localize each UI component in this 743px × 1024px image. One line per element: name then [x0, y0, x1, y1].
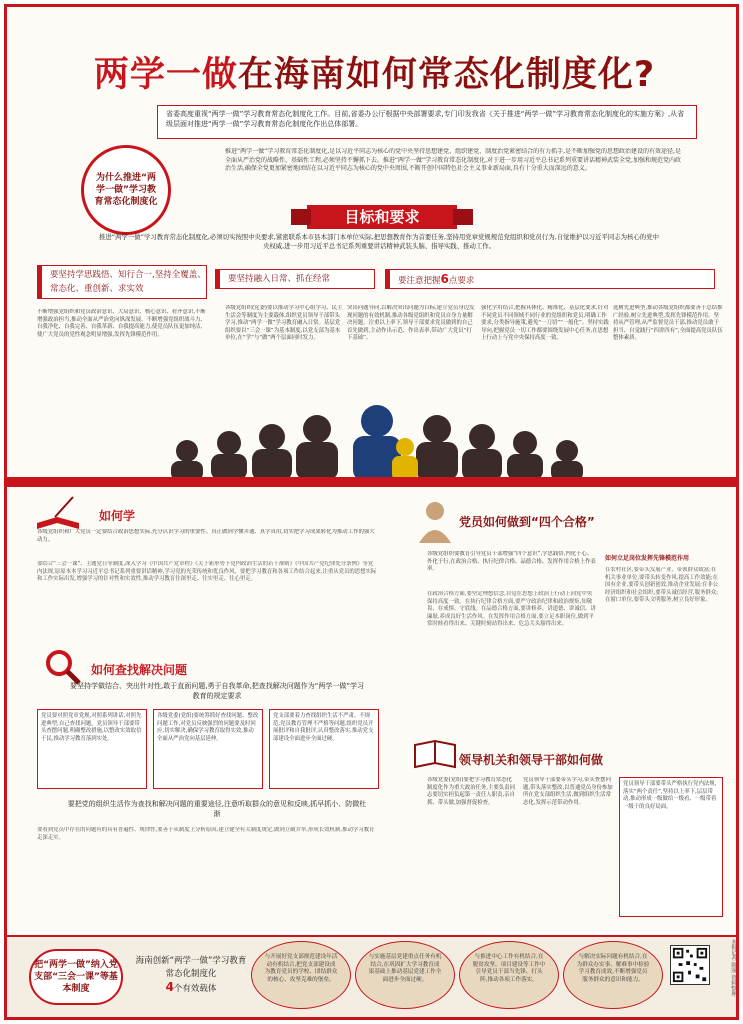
credit-line: 本报记者 制图 资料整理 — [730, 939, 736, 997]
goal-col-1: 不断增强党组织和党员政治意识、大局意识、核心意识、看齐意识,不断增强政治担当,推动全面从严治党向纵深发展。不断增强党组织战斗力、自我净化、自我完善、自我革新、自我提高能力,使党员队伍更加纯洁,使广大党员的党性观念明显增强,发挥先锋模范作用。 — [37, 309, 206, 338]
solve-extra: 要看到党员中存在的问题有的具有普遍性、规律性,要善于从制度上分析原因,建立健全有关制度规定,做到立破并举,形成长效机制,推动学习教育走深走实。 — [37, 827, 375, 841]
goal-banner-2: 要坚持融入日常、抓在经常 — [215, 269, 375, 289]
bottom-mid-post: 个有效载体 — [173, 984, 217, 994]
carrier-1: 与开展好党支部规范建设年活动有机结合,把党支部建设成为教育党员的学校、团结群众的核心、攻坚克难的堡垒。 — [251, 941, 351, 1009]
four-qual-intro: 各级党组织要教育引导党员干部增强“四个意识”,学思践悟,内化于心、外化于行,在政治合格、执行纪律合格、品德合格、发挥作用合格上作表率。 — [427, 551, 596, 573]
crowd-silhouettes — [157, 399, 597, 479]
four-qual-right-title: 如何立足岗位发挥先锋模范作用 — [605, 555, 690, 562]
goal-col-4: 强化学用结合,把握具体化、精准化、基层化要求,针对不同党员不同领域不同行业的党组织和党员,明确工作要求,分类指导施策,避免“一刀切”“一般化”。坚持实践导向,把握党员一切工作都要围绕发展中心任务,在思想上行动上与党中央保持高度一致。 — [481, 305, 609, 342]
carrier-4: 与解决实际问题有机结合,在为群众办实事、解难事中检验学习教育成效,不断增强党员服务群众的意识和能力。 — [563, 941, 663, 1009]
carrier-2: 与实施基层党建重点任务有机结合,在巩固扩大学习教育成果基础上推动基层党建工作全面进步全面过硬。 — [355, 941, 455, 1009]
open-book-icon — [413, 737, 457, 771]
page-title — [7, 47, 739, 97]
poster-page — [4, 4, 739, 1020]
bottom-mid-pre: 海南创新“两学一做”学习教育常态化制度化 — [135, 956, 247, 979]
how-learn-heading: 如何学 — [99, 509, 136, 523]
leaders-col-1: 各级党委(党组)要把学习教育常态化制度化作为重大政治任务,主要负责同志要切实担负起第一责任人职责,亲自抓、带头做,加强督促检查。 — [427, 777, 515, 806]
goals-heading: 目标和要求 — [307, 205, 457, 229]
title-highlight: 两学一做 — [93, 55, 238, 95]
four-qual-left: 在政治合格方面,要坚定理想信念,自觉在思想上政治上行动上同党中央保持高度一致。在执行纪律合格方面,要严守政治纪律和政治规矩,知敬畏、存戒惧、守底线。在品德合格方面,要讲修养、讲道德、讲诚信、讲廉耻,养成良好生活作风。在发挥作用合格方面,要立足本职岗位,做到平常时候看得出来、关键时刻站得出来、危急关头豁得出来。 — [427, 591, 596, 628]
how-learn-points: 要结合“三会一课”、主题党日等制度,深入学习《中国共产党章程》《关于新形势下党内政治生活的若干准则》《中国共产党纪律处分条例》等党内法规,原原本本学习习近平总书记系列重要讲话精神,学习党的光荣传统和优良作风。要把学习教育和各项工作结合起来,注重从党员的思想实际和工作实际出发,增强学习的针对性和实效性,推动学习教育往深里走、往实里走、往心里走。 — [37, 561, 377, 583]
four-qual-heading: 党员如何做到“四个合格” — [459, 515, 595, 529]
how-learn-intro: 各级党组织和广大党员一定要结合政治思想实际,充分认识学习的重要性。真正做到学懂弄通、真学真用,切实把学习成果转化为推动工作的强大动力。 — [37, 529, 375, 543]
goals-intro: 推进“两学一做”学习教育常态化制度化,必须切实按照中央要求,紧密联系本市县本部门本单位实际,把思想教育作为首要任务,坚持用党章党规规范党组织和党员行为,自觉维护以习近平同志为核心的党中央权威,进一步用习近平总书记系列重要讲话精神武装头脑、指导实践、推动工作。 — [99, 233, 659, 250]
why-text: 推进“两学一做”学习教育常态化制度化,是以习近平同志为核心的党中央坚持思想建党、组织建党、制度治党紧密结合的有力抓手,是不断加强党的思想政治建设的有效途径,是全面从严治党的战略性、基础性工程,必须坚持不懈抓下去。推进“两学一做”学习教育常态化制度化,对于进一步用习近平总书记系列重要讲话精神武装全党,加强和规范党内政治生活,确保全党更加紧密地团结在以习近平同志为核心的党中央周围,不断开创中国特色社会主义事业新局面,具有十分重大而深远的意义。 — [225, 148, 681, 173]
goal-col-5: 选树先进典型,推动各级党组织都要善于总结推广经验,树立先进典型,发挥先锋模范作用。坚持从严管理,从严监督党员干部,推动党员敢于担当、自觉践行“四讲四有”,全面提高党员队伍整体素质。 — [613, 305, 723, 342]
goal-banner-3-post: 点要求 — [448, 276, 475, 286]
goal-banner-3-pre: 要注意把握 — [398, 276, 441, 286]
red-band — [7, 477, 739, 487]
solve-heading: 如何查找解决问题 — [91, 663, 188, 677]
goal-banner-3-num: 6 — [440, 272, 449, 286]
why-label: 为什么推进“两学一做”学习教育常态化制度化 — [81, 145, 171, 235]
leaders-heading: 领导机关和领导干部如何做 — [459, 753, 604, 767]
goal-col-2: 各级党组织(党委)要以推动学习中心组学习、民主生活会等制度为主要载体,组织党员领导干部带头学习,推动“两学一做”学习教育融入日常。基层党组织要以“三会一课”为基本制度,以党支部为基本单位,在“学”与“做”两个层面同时发力。 — [225, 305, 343, 342]
four-qual-right: 在农村社区,要带头发展产业、带领群众致富;在机关事业单位,要带头转变作风,提高工作效能;在国有企业,要带头创新创效,推动企业发展;在非公经济组织和社会组织,要带头诚信经营,服务群众;在窗口单位,要带头文明服务,树立良好形象。 — [605, 567, 719, 604]
leaders-col-3: 党员领导干部要带头严格执行党内法规,落实“两个责任”,坚持以上率下,层层带动,推动形成一级做给一级看、一级带着一级干的良好局面。 — [619, 777, 723, 917]
goal-banner-1: 要坚持学思践悟、知行合一,坚持全覆盖、常态化、重创新、求实效 — [37, 265, 207, 299]
salute-figure-icon — [417, 499, 453, 543]
book-quill-icon — [33, 493, 83, 533]
solve-box-2: 各级党委(党组)要统筹抓好查找问题、整改问题工作,对党员反映强烈的问题要及时回应,切实解决,确保学习教育取得实效,推动全面从严治党向基层延伸。 — [153, 709, 263, 789]
leaders-col-2: 党员领导干部要带头学习,带头查摆问题,带头落实整改,以普通党员身份参加所在党支部组织生活,做到组织生活常态化,发挥示范带动作用。 — [523, 777, 613, 806]
goal-banner-3 — [385, 269, 715, 289]
qr-code — [670, 945, 710, 985]
bottom-mid-num: 4 — [165, 980, 174, 994]
title-rest: 在海南如何常态化制度化? — [237, 55, 656, 95]
bottom-mid-count — [135, 981, 247, 996]
solve-box-3: 党支部要着力查找组织生活不严肃、不规范,党员教育管理不严格等问题,组织党员开展批评和自我批评,认真整改落实,推动党支部建设全面进步全面过硬。 — [269, 709, 379, 789]
lead-paragraph: 省委高度重视“两学一做”学习教育常态化制度化工作。目前,省委办公厅根据中央部署要求,专门印发我省《关于推进“两学一做”学习教育常态化制度化的实施方案》,从省级层面对推进“两学一做”学习教育常态化制度化作出总体部署。 — [157, 105, 697, 139]
bottom-left-badge: 把“两学一做”纳入党支部“三会一课”等基本制度 — [29, 949, 123, 1005]
solve-note: 要把党的组织生活作为查找和解决问题的重要途径,注意听取群众的意见和反映,抓早抓小、防微杜渐 — [67, 800, 367, 818]
carrier-3: 与推进中心工作有机结合,在脱贫攻坚、项目建设等工作中引导党员干部当先锋、打头阵,推动各项工作落实。 — [459, 941, 559, 1009]
solve-box-1: 党员要对照党章党规,对照系列讲话,对照先进典型,自己查找问题。党员领导干部要带头查摆问题,明确整改措施,以整改实效取信于民,推动学习教育落到实处。 — [37, 709, 147, 789]
bottom-mid-label — [135, 949, 247, 1005]
solve-intro: 要坚持学做结合、突出针对性,敢于直面问题,勇于自我革命,把查找解决问题作为“两学一做”学习教育的规定要求 — [70, 682, 364, 700]
goal-col-3: 突出问题导向,以解决突出问题为目标,建立党员身边发现问题的有效机制,推动各级党组织和党员自身力量解决问题。注重以上率下,领导干部要求党员做到的自己首先做到,主动作出示范、作出表率,带动广大党员“打下基础”。 — [347, 305, 475, 342]
